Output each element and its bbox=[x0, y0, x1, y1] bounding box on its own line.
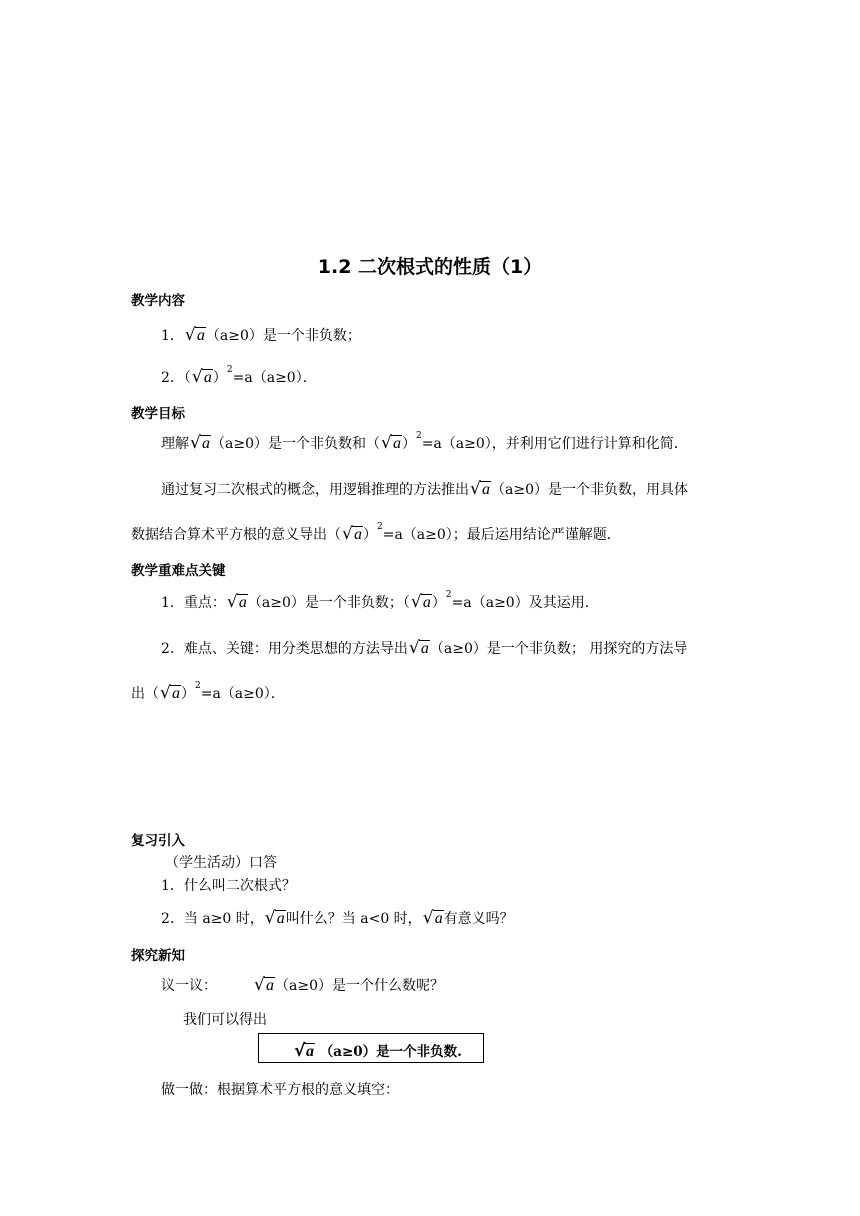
goal-text: =a（a≥0）；最后运用结论严谨解题． bbox=[382, 527, 621, 543]
conclusion-content bbox=[293, 1040, 462, 1061]
exponent: 2 bbox=[445, 590, 452, 600]
radical-sign-icon: √ bbox=[294, 1041, 306, 1061]
sqrt-variable: a bbox=[172, 685, 180, 702]
keypoint-text: 出（ bbox=[131, 686, 159, 702]
section-heading-goals: 教学目标 bbox=[131, 406, 185, 422]
keypoint-1 bbox=[161, 592, 599, 612]
sqrt-expression bbox=[423, 910, 443, 928]
goal-text: ） bbox=[363, 527, 377, 543]
keypoint-text: ） bbox=[181, 686, 195, 702]
radical-sign-icon: √ bbox=[184, 325, 196, 345]
radical-bar bbox=[352, 526, 363, 527]
sqrt-expression bbox=[409, 640, 429, 658]
radical-bar bbox=[264, 977, 275, 978]
goals-paragraph-3 bbox=[131, 524, 621, 544]
exponent: 2 bbox=[195, 681, 201, 691]
goal-text: 理解 bbox=[161, 436, 189, 452]
content-item-1 bbox=[161, 325, 361, 345]
exponent: 2 bbox=[377, 522, 383, 532]
radical-bar bbox=[421, 594, 432, 595]
radical-sign-icon: √ bbox=[226, 592, 238, 612]
question-text: 有意义吗？ bbox=[443, 911, 514, 927]
keypoint-text: =a（a≥0）及其运用． bbox=[451, 595, 599, 611]
item-text: 2．（ bbox=[161, 370, 191, 386]
item-text: =a（a≥0）． bbox=[232, 370, 317, 386]
sqrt-expression bbox=[227, 594, 247, 612]
keypoint-2 bbox=[161, 638, 687, 658]
section-heading-explore: 探究新知 bbox=[131, 948, 185, 964]
exponent: 2 bbox=[415, 431, 422, 441]
explore-doit: 做一做：根据算术平方根的意义填空： bbox=[161, 1082, 399, 1098]
radical-sign-icon: √ bbox=[264, 908, 276, 928]
sqrt-expression bbox=[192, 369, 212, 387]
radical-bar bbox=[419, 640, 430, 641]
sqrt-variable: a bbox=[202, 435, 210, 452]
keypoint-text: 1．重点： bbox=[161, 595, 226, 611]
radical-bar bbox=[195, 327, 206, 328]
sqrt-variable: a bbox=[196, 327, 205, 344]
goal-text: （a≥0）是一个非负数，用具体 bbox=[491, 482, 688, 498]
sqrt-variable: a bbox=[238, 594, 247, 611]
page-title: 1.2 二次根式的性质（1） bbox=[317, 256, 543, 278]
radical-sign-icon: √ bbox=[191, 367, 203, 387]
sqrt-variable: a bbox=[420, 640, 429, 657]
question-text: 叫什么？当 a<0 时， bbox=[285, 911, 422, 927]
exponent: 2 bbox=[226, 365, 233, 375]
keypoint-text: 2．难点、关键：用分类思想的方法导出 bbox=[161, 641, 408, 657]
radical-sign-icon: √ bbox=[408, 638, 420, 658]
radical-sign-icon: √ bbox=[190, 433, 201, 453]
goal-text: ） bbox=[401, 436, 416, 452]
item-text: ） bbox=[212, 370, 227, 386]
goals-paragraph-2 bbox=[161, 479, 688, 499]
radical-bar bbox=[200, 435, 211, 436]
radical-sign-icon: √ bbox=[470, 479, 481, 499]
conclusion-text: （a≥0）是一个非负数. bbox=[319, 1044, 462, 1060]
content-item-2 bbox=[161, 367, 317, 387]
sqrt-variable: a bbox=[354, 526, 362, 543]
goal-text: =a（a≥0），并利用它们进行计算和化简． bbox=[421, 436, 688, 452]
goal-text: 通过复习二次根式的概念，用逻辑推理的方法推出 bbox=[161, 482, 469, 498]
section-heading-keypoints: 教学重难点关键 bbox=[131, 563, 226, 579]
item-text: （a≥0）是一个非负数； bbox=[205, 328, 361, 344]
review-activity: （学生活动）口答 bbox=[165, 855, 277, 871]
sqrt-variable: a bbox=[482, 481, 490, 498]
radical-bar bbox=[237, 594, 248, 595]
sqrt-expression bbox=[160, 685, 180, 703]
item-text: 1． bbox=[161, 328, 184, 344]
sqrt-expression bbox=[342, 526, 362, 544]
sqrt-expression bbox=[185, 327, 205, 345]
keypoint-3 bbox=[131, 683, 285, 703]
radical-sign-icon: √ bbox=[342, 524, 353, 544]
discuss-text: （a≥0）是一个什么数呢？ bbox=[275, 978, 444, 994]
sqrt-variable: a bbox=[276, 910, 285, 927]
goals-paragraph-1 bbox=[161, 433, 688, 453]
radical-bar bbox=[170, 685, 181, 686]
radical-sign-icon: √ bbox=[254, 975, 265, 995]
radical-bar bbox=[480, 481, 491, 482]
discuss-label: 议一议： bbox=[161, 978, 217, 994]
radical-sign-icon: √ bbox=[160, 683, 171, 703]
section-heading-review: 复习引入 bbox=[131, 833, 185, 849]
radical-bar bbox=[391, 435, 402, 436]
keypoint-text: （a≥0）是一个非负数； 用探究的方法导 bbox=[429, 641, 688, 657]
radical-sign-icon: √ bbox=[422, 908, 434, 928]
review-question-1: 1．什么叫二次根式？ bbox=[161, 878, 296, 894]
question-text: 2．当 a≥0 时， bbox=[161, 911, 264, 927]
sqrt-expression bbox=[254, 977, 274, 995]
section-heading-content: 教学内容 bbox=[131, 293, 185, 309]
radical-bar bbox=[275, 910, 286, 911]
conclusion-box bbox=[258, 1033, 484, 1063]
keypoint-text: ） bbox=[431, 595, 446, 611]
sqrt-expression bbox=[294, 1043, 314, 1061]
sqrt-variable: a bbox=[434, 910, 443, 927]
radical-bar bbox=[202, 369, 213, 370]
radical-sign-icon: √ bbox=[410, 592, 422, 612]
sqrt-variable: a bbox=[266, 977, 274, 994]
sqrt-expression bbox=[470, 481, 490, 499]
explore-discuss bbox=[161, 975, 444, 995]
sqrt-variable: a bbox=[392, 435, 401, 452]
radical-bar bbox=[304, 1043, 315, 1044]
sqrt-variable: a bbox=[422, 594, 431, 611]
sqrt-expression bbox=[411, 594, 431, 612]
sqrt-expression bbox=[381, 435, 401, 453]
sqrt-variable: a bbox=[203, 369, 212, 386]
goal-text: 数据结合算术平方根的意义导出（ bbox=[131, 527, 341, 543]
sqrt-expression bbox=[190, 435, 210, 453]
sqrt-expression bbox=[265, 910, 285, 928]
keypoint-text: =a（a≥0）． bbox=[200, 686, 285, 702]
explore-conclude: 我们可以得出 bbox=[183, 1012, 267, 1028]
sqrt-variable: a bbox=[306, 1043, 314, 1060]
radical-bar bbox=[433, 910, 444, 911]
radical-sign-icon: √ bbox=[380, 433, 392, 453]
review-question-2 bbox=[161, 908, 514, 928]
goal-text: （a≥0）是一个非负数和（ bbox=[211, 436, 380, 452]
keypoint-text: （a≥0）是一个非负数；（ bbox=[247, 595, 410, 611]
